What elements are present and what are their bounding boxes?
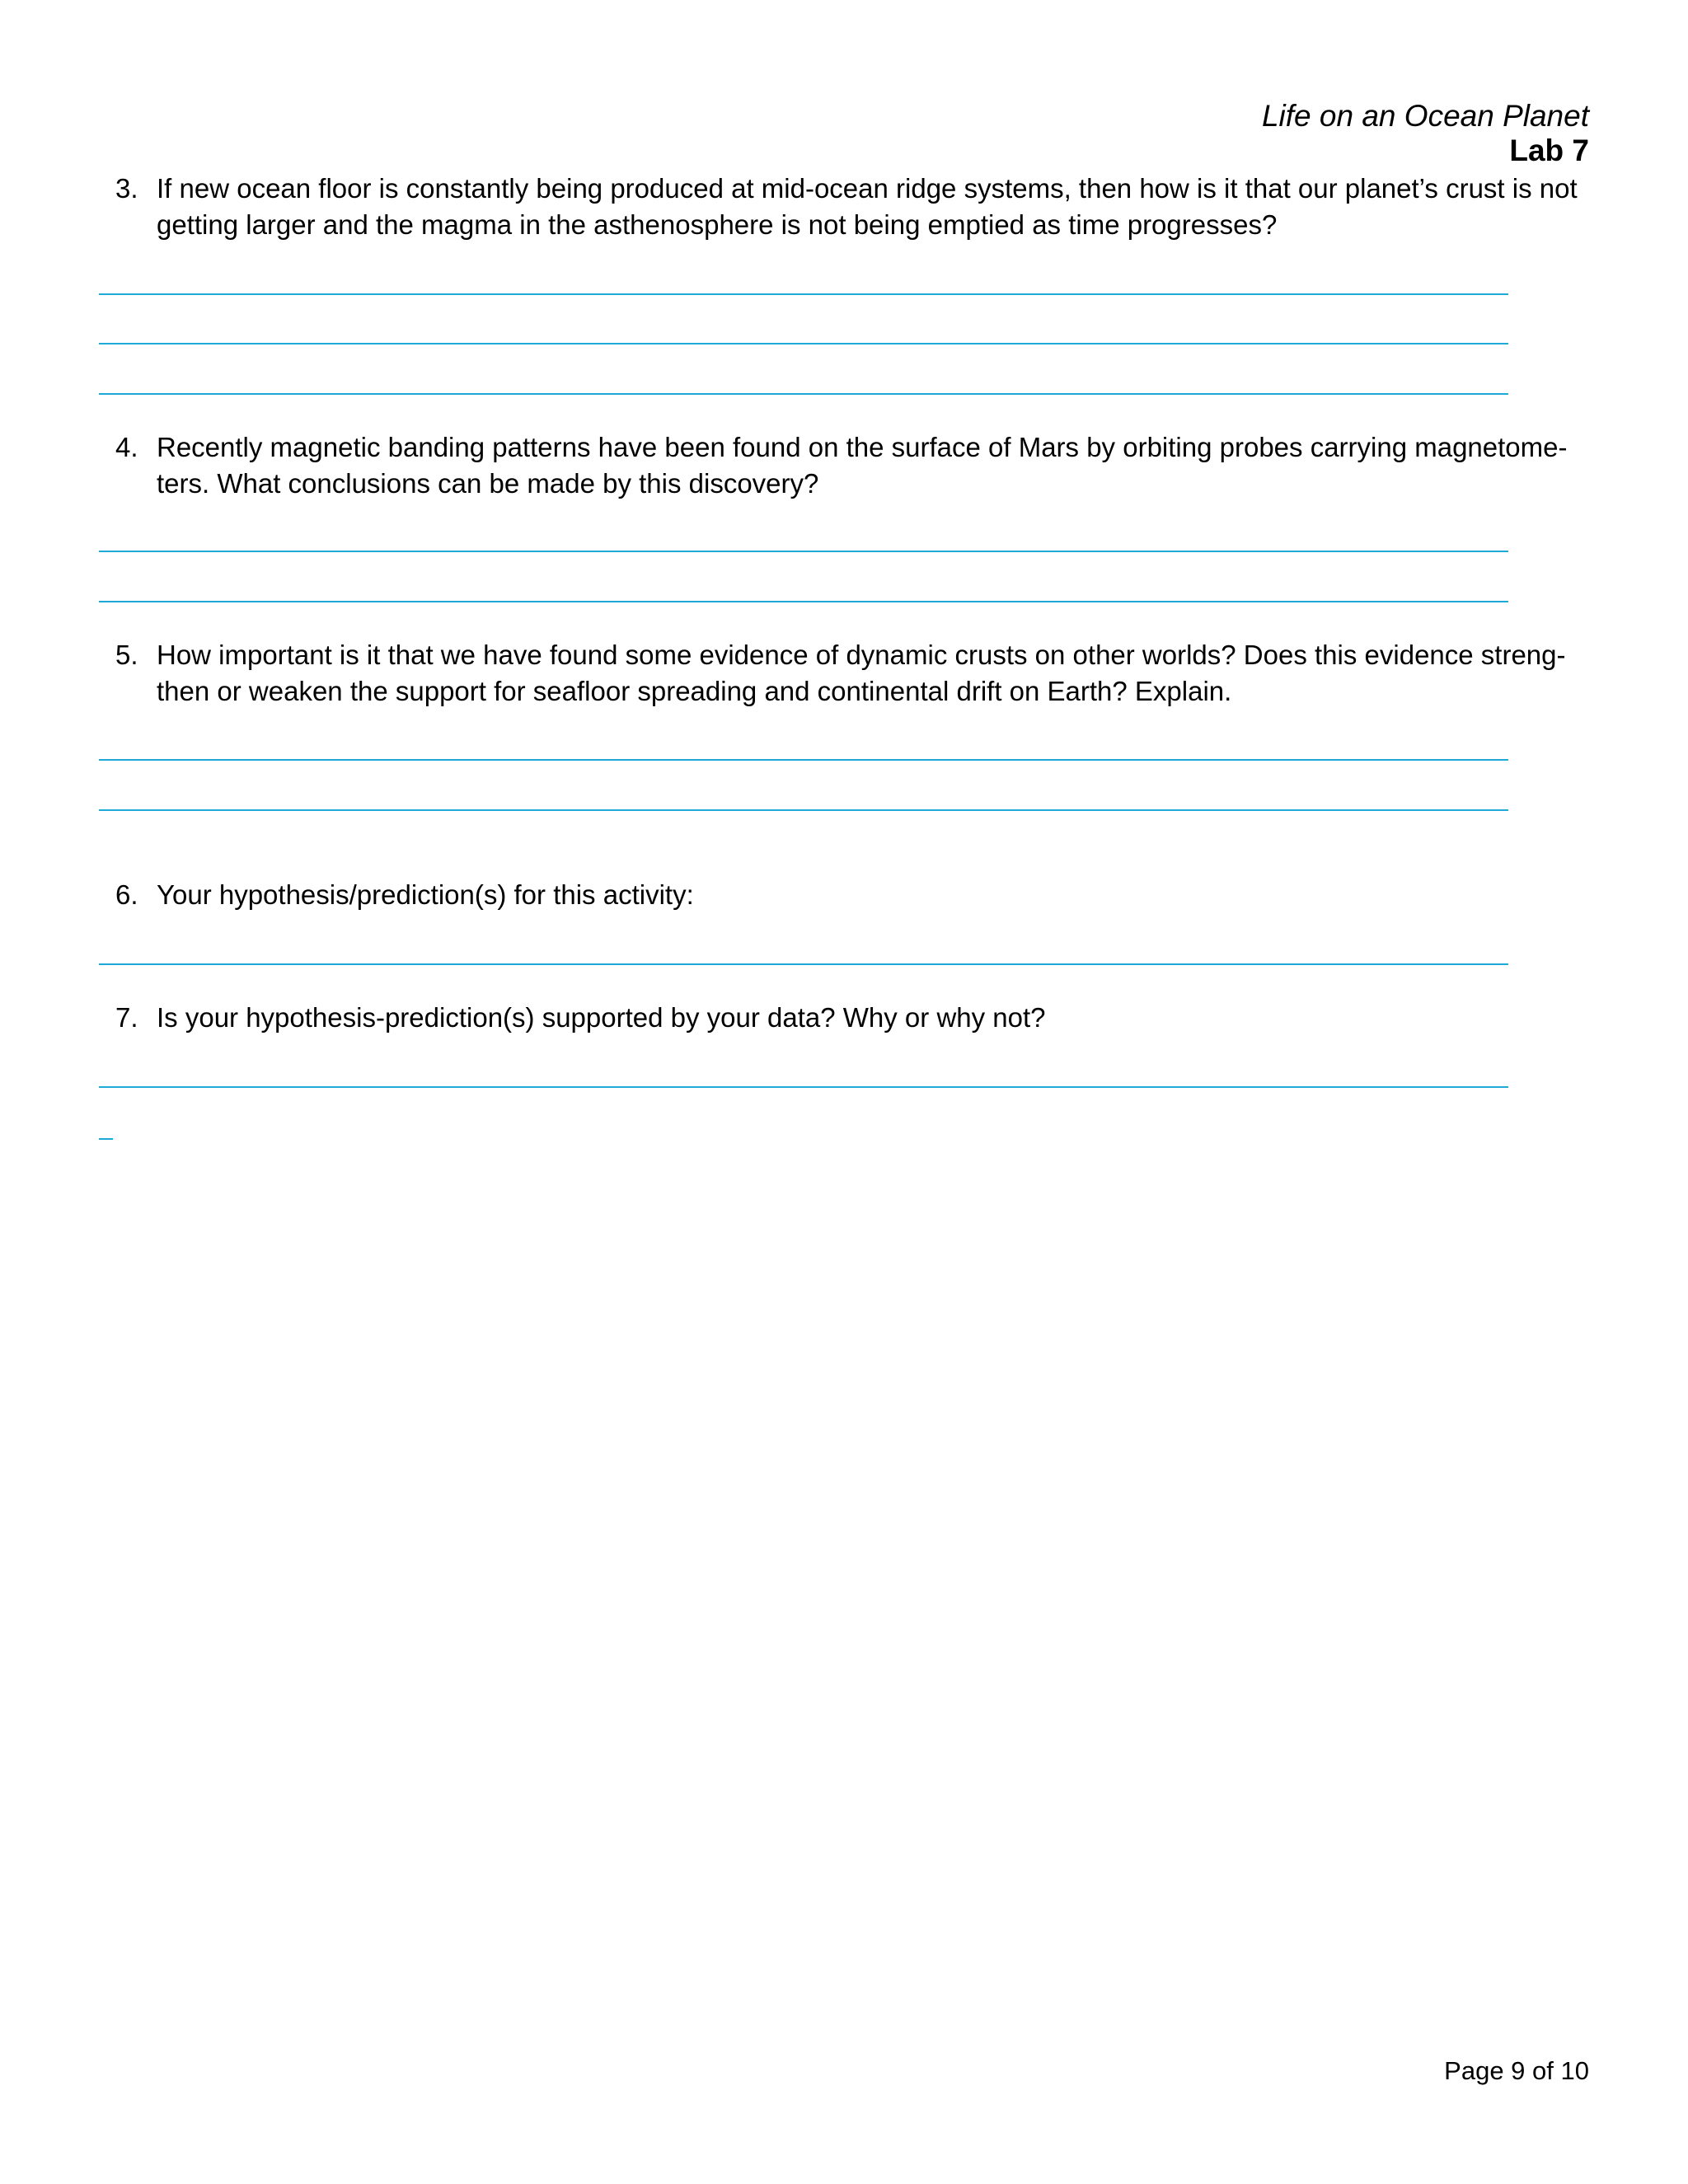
answer-line[interactable] [99, 601, 1508, 602]
answer-line[interactable] [99, 1086, 1508, 1088]
answer-line[interactable] [99, 551, 1508, 552]
answer-line[interactable] [99, 343, 1508, 344]
question-number: 4. [115, 432, 138, 462]
question-text: How important is it that we have found some evidence of dynamic crusts on other worlds? Does this evidence streng-then or weaken the support for seafloor spreading and continental drift on Earth? Explain. [157, 640, 1566, 706]
question-6 [115, 877, 1591, 913]
answer-line[interactable] [99, 393, 1508, 395]
question-7 [115, 1000, 1591, 1036]
answer-line-stub [99, 1138, 113, 1140]
question-number: 3. [115, 173, 138, 204]
question-3 [115, 171, 1591, 243]
document-title: Life on an Ocean Planet [1261, 99, 1589, 133]
question-text: Is your hypothesis-prediction(s) supported by your data? Why or why not? [157, 1002, 1046, 1033]
question-text: Your hypothesis/prediction(s) for this activity: [157, 879, 694, 910]
question-number: 6. [115, 879, 138, 910]
answer-line[interactable] [99, 759, 1508, 761]
question-number: 7. [115, 1002, 138, 1033]
answer-line[interactable] [99, 809, 1508, 811]
question-5 [115, 637, 1591, 710]
question-4 [115, 429, 1591, 502]
question-number: 5. [115, 640, 138, 670]
answer-line[interactable] [99, 293, 1508, 295]
lab-number: Lab 7 [1509, 134, 1589, 167]
question-text: Recently magnetic banding patterns have been found on the surface of Mars by orbiting probes carrying magnetome-ters. What conclusions can be made by this discovery? [157, 432, 1568, 499]
question-text: If new ocean floor is constantly being produced at mid-ocean ridge systems, then how is it that our planet’s crust is not getting larger and the magma in the asthenosphere is not being emptied as time progresses? [157, 173, 1578, 240]
page-number: Page 9 of 10 [1444, 2056, 1589, 2085]
answer-line[interactable] [99, 963, 1508, 965]
